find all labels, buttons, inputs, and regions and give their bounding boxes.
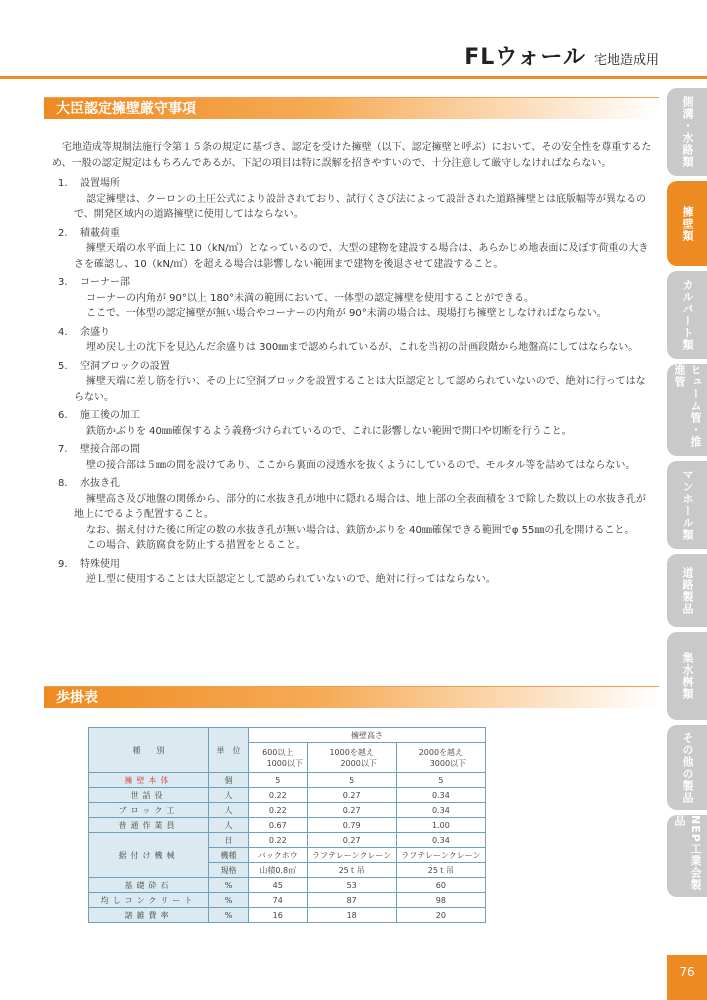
rule-body xyxy=(52,572,652,588)
rule-heading xyxy=(52,442,652,458)
header-range-line: 3000以下 xyxy=(429,758,467,768)
rule-item xyxy=(52,226,652,273)
rule-text: 鉄筋かぶりを 40㎜確保するよう義務づけられているので、これに影響しない範囲で開口や切断を行うこと。 xyxy=(86,425,572,437)
row-value: 87 xyxy=(307,893,396,908)
table-row xyxy=(89,893,486,908)
rule-heading xyxy=(52,176,652,192)
table-row xyxy=(89,908,486,923)
row-value: バックホウ xyxy=(249,848,308,863)
rule-title: 水抜き孔 xyxy=(80,478,120,489)
rule-title: 積載荷重 xyxy=(80,227,120,239)
rule-item xyxy=(52,557,652,588)
row-value: 60 xyxy=(396,878,485,893)
row-value: 0.34 xyxy=(396,803,485,818)
row-value: 0.27 xyxy=(307,803,396,818)
rule-number: 5. xyxy=(58,360,68,372)
rule-number: 6. xyxy=(58,410,68,421)
row-label: 世話役 xyxy=(89,788,209,803)
row-unit: 規格 xyxy=(209,863,249,878)
rule-heading xyxy=(52,226,652,242)
rule-number: 9. xyxy=(58,558,68,570)
row-value: 45 xyxy=(249,878,308,893)
rule-item xyxy=(52,476,652,554)
side-tab[interactable]: 道路製品 xyxy=(667,554,707,627)
side-tab[interactable]: NEP工業会製品 xyxy=(667,815,707,897)
page-header xyxy=(464,40,659,71)
header-range-line: 2000を越え xyxy=(418,747,464,757)
row-value: 20 xyxy=(396,908,485,923)
rule-body xyxy=(52,291,652,322)
table-row xyxy=(89,878,486,893)
row-value: 0.79 xyxy=(307,818,396,833)
row-label: 普通作業員 xyxy=(89,818,209,833)
rule-text: 擁壁高さ及び地盤の関係から、部分的に水抜き孔が地中に隠れる場合は、地上部の全表面積を３で除した数以上の水抜き孔が地上にでるよう配置すること。 xyxy=(74,493,646,520)
row-value: 0.34 xyxy=(396,833,485,848)
row-value: 山積0.8㎥ xyxy=(249,863,308,878)
rule-item xyxy=(52,408,652,439)
rule-text: この場合、鉄筋腐食を防止する措置をとること。 xyxy=(86,540,306,551)
rule-heading xyxy=(52,325,652,341)
row-label: 据付け機械 xyxy=(89,833,209,878)
header-height: 擁壁高さ xyxy=(249,728,486,743)
row-value: 53 xyxy=(307,878,396,893)
table-row xyxy=(89,803,486,818)
rule-body xyxy=(52,192,652,223)
rule-item xyxy=(52,442,652,473)
rule-body xyxy=(52,492,652,554)
row-unit: 日 xyxy=(209,833,249,848)
row-label: ブロック工 xyxy=(89,803,209,818)
row-unit: % xyxy=(209,893,249,908)
rules-body xyxy=(52,140,652,591)
rule-title: 空洞ブロックの設置 xyxy=(80,360,170,372)
table-row xyxy=(89,788,486,803)
side-tab[interactable]: マンホール類 xyxy=(667,461,707,549)
table-row xyxy=(89,833,486,848)
row-unit: 人 xyxy=(209,788,249,803)
rule-heading xyxy=(52,275,652,291)
rule-title: 施工後の加工 xyxy=(80,410,140,421)
side-tab[interactable]: 集水桝類 xyxy=(667,632,707,720)
rule-item xyxy=(52,275,652,322)
page-subtitle: 宅地造成用 xyxy=(593,53,659,68)
page-number: 76 xyxy=(667,955,707,1000)
row-label: 均しコンクリート xyxy=(89,893,209,908)
row-value: 5 xyxy=(249,773,308,788)
row-value: 0.22 xyxy=(249,833,308,848)
rule-title: 設置場所 xyxy=(80,178,120,189)
header-range-line: 1000を越え xyxy=(329,747,374,757)
section-title: 歩掛表 xyxy=(56,690,98,706)
row-label: 擁壁本体 xyxy=(89,773,209,788)
category-side-tabs xyxy=(667,88,707,902)
header-range-line: 2000以下 xyxy=(340,758,377,768)
row-unit: 人 xyxy=(209,803,249,818)
rule-body xyxy=(52,424,652,440)
section-heading-rules xyxy=(44,97,659,119)
rule-text: 逆Ｌ型に使用することは大臣認定として認められていないので、絶対に行ってはならない。 xyxy=(86,574,496,585)
side-tab[interactable]: ヒューム管・推進管 xyxy=(667,364,707,456)
table-row xyxy=(89,818,486,833)
table-header-row xyxy=(89,728,486,743)
rule-heading xyxy=(52,408,652,424)
row-value: 5 xyxy=(396,773,485,788)
row-value: 1.00 xyxy=(396,818,485,833)
rule-text: 埋め戻し土の沈下を見込んだ余盛りは 300㎜まで認められているが、これを当初の計画段階から地盤高にしてはならない。 xyxy=(86,342,639,353)
rule-title: 特殊使用 xyxy=(80,558,120,570)
rule-text: 擁壁天端に差し筋を行い、その上に空洞ブロックを設置することは大臣認定として認められていないので、絶対に行ってはならない。 xyxy=(74,376,646,403)
rule-body xyxy=(52,241,652,272)
page-title: FLウォール xyxy=(464,45,586,70)
rule-number: 3. xyxy=(58,277,68,288)
row-unit: % xyxy=(209,908,249,923)
row-value: 18 xyxy=(307,908,396,923)
rule-item xyxy=(52,359,652,406)
rule-number: 1. xyxy=(58,178,68,189)
header-height-range xyxy=(396,743,485,773)
row-unit: 人 xyxy=(209,818,249,833)
row-value: 98 xyxy=(396,893,485,908)
row-value: 25ｔ吊 xyxy=(396,863,485,878)
rule-text: なお、据え付けた後に所定の数の水抜き孔が無い場合は、鉄筋かぶりを 40㎜確保できる範囲でφ 55㎜の孔を開けること。 xyxy=(86,524,635,536)
row-value: 0.34 xyxy=(396,788,485,803)
rule-item xyxy=(52,325,652,356)
rule-item xyxy=(52,176,652,223)
header-unit: 単 位 xyxy=(209,728,249,773)
row-value: 0.27 xyxy=(307,788,396,803)
row-label: 諸雑費率 xyxy=(89,908,209,923)
header-divider xyxy=(0,76,707,79)
rule-title: コーナー部 xyxy=(80,277,130,288)
side-tab[interactable]: その他の製品 xyxy=(667,725,707,810)
header-height-range xyxy=(249,743,308,773)
row-value: 0.22 xyxy=(249,803,308,818)
rule-heading xyxy=(52,557,652,573)
row-label: 基礎砕石 xyxy=(89,878,209,893)
header-type: 種 別 xyxy=(89,728,209,773)
side-tab[interactable]: 側溝・水路類 xyxy=(667,88,707,176)
rule-body xyxy=(52,458,652,474)
side-tab[interactable]: 擁壁類 xyxy=(667,181,707,266)
rule-title: 余盛り xyxy=(80,326,110,338)
side-tab[interactable]: カルバート類 xyxy=(667,271,707,359)
row-unit: 個 xyxy=(209,773,249,788)
section-heading-table xyxy=(44,686,659,708)
rule-number: 7. xyxy=(58,444,68,455)
row-value: 74 xyxy=(249,893,308,908)
rule-body xyxy=(52,374,652,405)
row-value: 0.67 xyxy=(249,818,308,833)
rule-text: 擁壁天端の水平面上に 10（kN/㎡）となっているので、大型の建物を建設する場合は、あらかじめ地表面に及ぼす荷重の大きさを確認し、10（kN/㎡）を超える場合は影響しない範囲まで建物を後退させて建設すること。 xyxy=(74,243,649,270)
row-value: ラフテレーンクレーン xyxy=(307,848,396,863)
rule-number: 4. xyxy=(58,326,68,338)
row-value: 25ｔ吊 xyxy=(307,863,396,878)
header-height-range xyxy=(307,743,396,773)
rules-list xyxy=(52,176,652,588)
rule-heading xyxy=(52,359,652,375)
rule-text: 認定擁壁は、クーロンの土圧公式により設計されており、試行くさび法によって設計された道路擁壁とは底版幅等が異なるので、開発区域内の道路擁壁に使用してはならない。 xyxy=(74,193,646,220)
rule-body xyxy=(52,340,652,356)
rule-text: コーナーの内角が 90°以上 180°未満の範囲において、一体型の認定擁壁を使用することができる。 xyxy=(86,292,534,304)
rule-heading xyxy=(52,476,652,492)
rule-text: 壁の接合部は５㎜の間を設けてあり、ここから裏面の浸透水を抜くようにしているので、モルタル等を詰めてはならない。 xyxy=(86,459,636,471)
header-range-line: 600以上 xyxy=(262,747,294,757)
table-row xyxy=(89,773,486,788)
row-value: 0.27 xyxy=(307,833,396,848)
labor-table xyxy=(88,727,486,923)
intro-paragraph: 宅地造成等規制法施行令第１５条の規定に基づき、認定を受けた擁壁（以下、認定擁壁と呼ぶ）において、その安全性を尊重するため、一般の認定規定はもちろんであるが、下記の項目は特に誤解を招きやすいので、十分注意して厳守しなければならない。 xyxy=(52,142,652,169)
row-unit: 機種 xyxy=(209,848,249,863)
rule-text: ここで、一体型の認定擁壁が無い場合やコーナーの内角が 90°未満の場合は、現場打ち擁壁としなければならない。 xyxy=(86,308,607,319)
section-title: 大臣認定擁壁厳守事項 xyxy=(56,101,196,117)
row-value: 5 xyxy=(307,773,396,788)
row-value: 0.22 xyxy=(249,788,308,803)
row-value: ラフテレーンクレーン xyxy=(396,848,485,863)
rule-number: 8. xyxy=(58,478,68,489)
header-range-line: 1000以下 xyxy=(266,758,303,768)
rule-number: 2. xyxy=(58,227,68,239)
row-value: 16 xyxy=(249,908,308,923)
row-unit: % xyxy=(209,878,249,893)
rule-title: 壁接合部の間 xyxy=(80,444,140,455)
